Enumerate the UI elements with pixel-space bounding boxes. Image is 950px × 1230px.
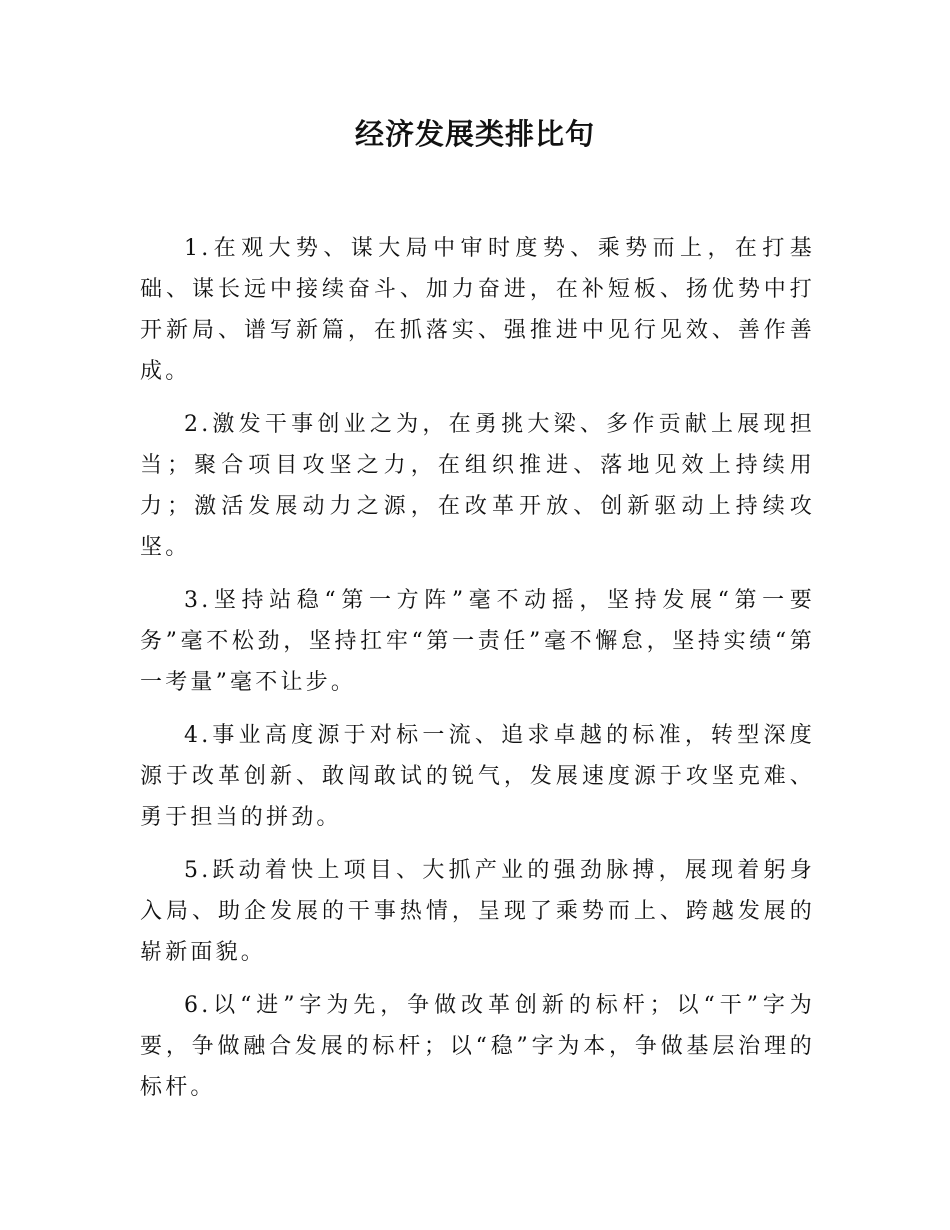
document-title: 经济发展类排比句 bbox=[354, 117, 595, 151]
paragraph-6: 6.以“进”字为先，争做改革创新的标杆；以“干”字为要，争做融合发展的标杆；以“稳”字为本，争做基层治理的标杆。 bbox=[140, 993, 815, 1100]
paragraph-2: 2.激发干事创业之为，在勇挑大梁、多作贡献上展现担当；聚合项目攻坚之力，在组织推进、落地见效上持续用力；激活发展动力之源，在改革开放、创新驱动上持续攻坚。 bbox=[140, 412, 815, 560]
document-body bbox=[140, 228, 815, 1120]
paragraph-1: 1.在观大势、谋大局中审时度势、乘势而上，在打基础、谋长远中接续奋斗、加力奋进，在补短板、扬优势中打开新局、谱写新篇，在抓落实、强推进中见行见效、善作善成。 bbox=[140, 236, 815, 384]
paragraph-4: 4.事业高度源于对标一流、追求卓越的标准，转型深度源于改革创新、敢闯敢试的锐气，发展速度源于攻坚克难、勇于担当的拼劲。 bbox=[140, 723, 815, 830]
paragraph-5: 5.跃动着快上项目、大抓产业的强劲脉搏，展现着躬身入局、助企发展的干事热情，呈现了乘势而上、跨越发展的崭新面貌。 bbox=[140, 858, 815, 965]
paragraph-3: 3.坚持站稳“第一方阵”毫不动摇，坚持发展“第一要务”毫不松劲，坚持扛牢“第一责任”毫不懈怠，坚持实绩“第一考量”毫不让步。 bbox=[140, 588, 815, 695]
